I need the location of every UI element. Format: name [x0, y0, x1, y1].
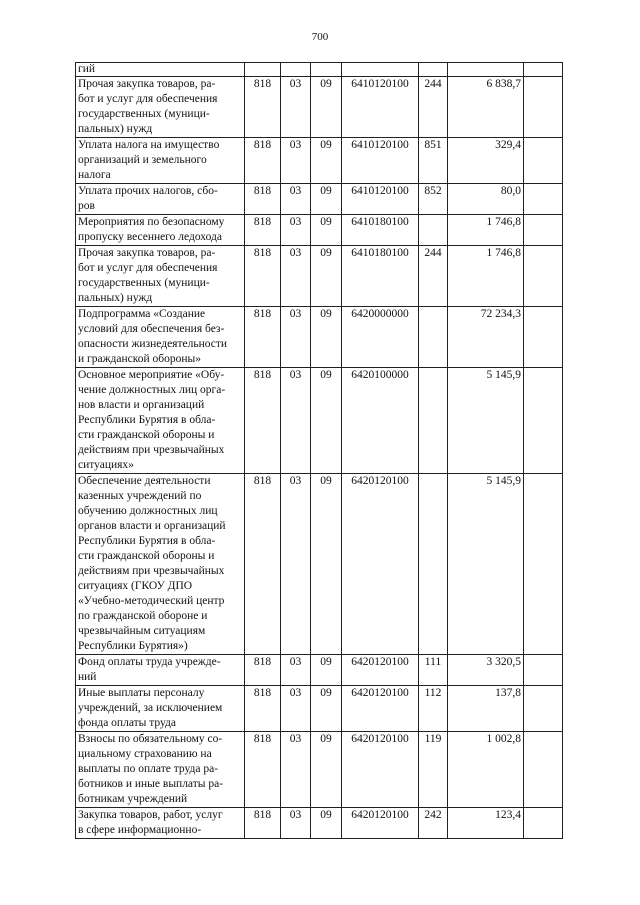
expense-type-cell: 242 — [419, 808, 448, 839]
table-row — [76, 368, 563, 474]
expense-type-cell: 852 — [419, 184, 448, 215]
ministry-code-cell: 818 — [245, 215, 281, 246]
row-name-cell: Фонд оплаты труда учрежде- ний — [76, 655, 245, 686]
amount-cell: 1 002,8 — [448, 732, 524, 808]
subsection-code-cell: 09 — [311, 77, 342, 138]
subsection-code-cell: 09 — [311, 215, 342, 246]
amount-cell: 6 838,7 — [448, 77, 524, 138]
section-code-cell: 03 — [281, 246, 311, 307]
section-code-cell: 03 — [281, 474, 311, 655]
ministry-code-cell: 818 — [245, 368, 281, 474]
target-article-cell: 6410120100 — [342, 77, 419, 138]
ministry-code-cell: 818 — [245, 77, 281, 138]
table-row — [76, 184, 563, 215]
target-article-cell: 6420120100 — [342, 474, 419, 655]
section-code-cell: 03 — [281, 77, 311, 138]
amount-cell — [448, 63, 524, 77]
subsection-code-cell: 09 — [311, 246, 342, 307]
amount-cell: 329,4 — [448, 138, 524, 184]
extra-cell — [524, 63, 563, 77]
extra-cell — [524, 686, 563, 732]
expense-type-cell: 119 — [419, 732, 448, 808]
section-code-cell — [281, 63, 311, 77]
section-code-cell: 03 — [281, 808, 311, 839]
subsection-code-cell — [311, 63, 342, 77]
section-code-cell: 03 — [281, 655, 311, 686]
table-row — [76, 63, 563, 77]
table-row — [76, 307, 563, 368]
subsection-code-cell: 09 — [311, 307, 342, 368]
section-code-cell: 03 — [281, 686, 311, 732]
extra-cell — [524, 77, 563, 138]
row-name-cell: Обеспечение деятельности казенных учреждений по обучению должностных лиц органов власти и организаций Республики Бурятия в обла- сти гражданской обороны и действиям при чрезвычайных ситуациях (ГКОУ ДПО «Учебно-методический центр по гражданской обороне и чрезвычайным ситуациям Республики Бурятия») — [76, 474, 245, 655]
section-code-cell: 03 — [281, 138, 311, 184]
row-name-cell: Прочая закупка товаров, ра- бот и услуг для обеспечения государственных (муници- пальных) нужд — [76, 77, 245, 138]
target-article-cell: 6410180100 — [342, 246, 419, 307]
ministry-code-cell: 818 — [245, 184, 281, 215]
page-number: 700 — [311, 31, 329, 43]
section-code-cell: 03 — [281, 215, 311, 246]
table-row — [76, 655, 563, 686]
section-code-cell: 03 — [281, 732, 311, 808]
target-article-cell: 6420120100 — [342, 732, 419, 808]
ministry-code-cell: 818 — [245, 246, 281, 307]
ministry-code-cell: 818 — [245, 732, 281, 808]
target-article-cell: 6420000000 — [342, 307, 419, 368]
row-name-cell: Уплата налога на имущество организаций и земельного налога — [76, 138, 245, 184]
subsection-code-cell: 09 — [311, 732, 342, 808]
section-code-cell: 03 — [281, 368, 311, 474]
section-code-cell: 03 — [281, 307, 311, 368]
row-name-cell: Взносы по обязательному со- циальному страхованию на выплаты по оплате труда ра- ботников и иные выплаты ра- ботникам учреждений — [76, 732, 245, 808]
ministry-code-cell: 818 — [245, 138, 281, 184]
expense-type-cell: 244 — [419, 246, 448, 307]
table-row — [76, 474, 563, 655]
ministry-code-cell — [245, 63, 281, 77]
expense-type-cell — [419, 215, 448, 246]
extra-cell — [524, 808, 563, 839]
subsection-code-cell: 09 — [311, 184, 342, 215]
amount-cell: 80,0 — [448, 184, 524, 215]
target-article-cell: 6410120100 — [342, 138, 419, 184]
row-name-cell: гий — [76, 63, 245, 77]
target-article-cell — [342, 63, 419, 77]
table-row — [76, 77, 563, 138]
amount-cell: 1 746,8 — [448, 246, 524, 307]
table-row — [76, 138, 563, 184]
target-article-cell: 6410120100 — [342, 184, 419, 215]
ministry-code-cell: 818 — [245, 808, 281, 839]
subsection-code-cell: 09 — [311, 138, 342, 184]
section-code-cell: 03 — [281, 184, 311, 215]
extra-cell — [524, 215, 563, 246]
target-article-cell: 6420120100 — [342, 808, 419, 839]
expense-type-cell: 244 — [419, 77, 448, 138]
row-name-cell: Основное мероприятие «Обу- чение должностных лиц орга- нов власти и организаций Республики Бурятия в обла- сти гражданской обороны и действиям при чрезвычайных ситуациях» — [76, 368, 245, 474]
extra-cell — [524, 474, 563, 655]
target-article-cell: 6420120100 — [342, 686, 419, 732]
extra-cell — [524, 368, 563, 474]
subsection-code-cell: 09 — [311, 686, 342, 732]
expense-type-cell: 851 — [419, 138, 448, 184]
subsection-code-cell: 09 — [311, 368, 342, 474]
amount-cell: 72 234,3 — [448, 307, 524, 368]
target-article-cell: 6410180100 — [342, 215, 419, 246]
row-name-cell: Иные выплаты персоналу учреждений, за исключением фонда оплаты труда — [76, 686, 245, 732]
row-name-cell: Прочая закупка товаров, ра- бот и услуг для обеспечения государственных (муници- пальных) нужд — [76, 246, 245, 307]
subsection-code-cell: 09 — [311, 474, 342, 655]
table-row — [76, 732, 563, 808]
amount-cell: 5 145,9 — [448, 368, 524, 474]
table-row — [76, 808, 563, 839]
expense-type-cell — [419, 474, 448, 655]
expense-type-cell: 111 — [419, 655, 448, 686]
expense-type-cell — [419, 63, 448, 77]
table-row — [76, 215, 563, 246]
table-row — [76, 686, 563, 732]
ministry-code-cell: 818 — [245, 686, 281, 732]
extra-cell — [524, 307, 563, 368]
extra-cell — [524, 655, 563, 686]
row-name-cell: Мероприятия по безопасному пропуску весеннего ледохода — [76, 215, 245, 246]
extra-cell — [524, 138, 563, 184]
expense-type-cell — [419, 307, 448, 368]
amount-cell: 5 145,9 — [448, 474, 524, 655]
row-name-cell: Подпрограмма «Создание условий для обеспечения без- опасности жизнедеятельности и гражданской обороны» — [76, 307, 245, 368]
subsection-code-cell: 09 — [311, 808, 342, 839]
amount-cell: 1 746,8 — [448, 215, 524, 246]
subsection-code-cell: 09 — [311, 655, 342, 686]
budget-table — [75, 62, 563, 839]
extra-cell — [524, 184, 563, 215]
ministry-code-cell: 818 — [245, 307, 281, 368]
expense-type-cell: 112 — [419, 686, 448, 732]
extra-cell — [524, 732, 563, 808]
expense-type-cell — [419, 368, 448, 474]
target-article-cell: 6420100000 — [342, 368, 419, 474]
amount-cell: 137,8 — [448, 686, 524, 732]
extra-cell — [524, 246, 563, 307]
amount-cell: 123,4 — [448, 808, 524, 839]
table-row — [76, 246, 563, 307]
ministry-code-cell: 818 — [245, 474, 281, 655]
amount-cell: 3 320,5 — [448, 655, 524, 686]
ministry-code-cell: 818 — [245, 655, 281, 686]
target-article-cell: 6420120100 — [342, 655, 419, 686]
row-name-cell: Закупка товаров, работ, услуг в сфере информационно- — [76, 808, 245, 839]
row-name-cell: Уплата прочих налогов, сбо- ров — [76, 184, 245, 215]
